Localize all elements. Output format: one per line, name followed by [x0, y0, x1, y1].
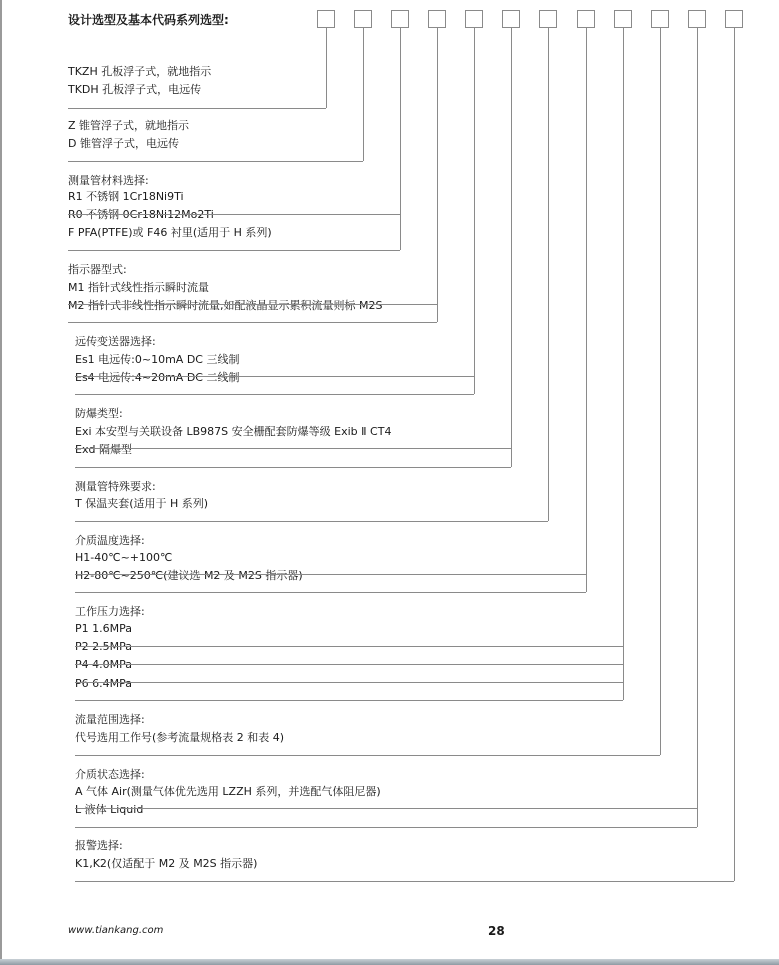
code-box [391, 10, 409, 28]
option-item: T 保温夹套(适用于 H 系列) [75, 497, 209, 510]
option-rule [75, 646, 623, 647]
option-item: M2 指针式非线性指示瞬时流量,如配液晶显示累积流量则标 M2S [68, 299, 383, 312]
option-item: TKDH 孔板浮子式，电远传 [68, 83, 202, 96]
code-box [465, 10, 483, 28]
option-rule [68, 214, 400, 215]
page-title: 设计选型及基本代码系列选型: [68, 13, 229, 27]
code-box [354, 10, 372, 28]
option-group-heading: 工作压力选择: [75, 605, 145, 618]
option-group-heading: 远传变送器选择: [75, 335, 156, 348]
code-box [577, 10, 595, 28]
option-item: TKZH 孔板浮子式，就地指示 [68, 65, 212, 78]
option-rule [75, 448, 511, 449]
option-rule [75, 467, 511, 468]
code-box [539, 10, 557, 28]
page-left-border [0, 0, 2, 965]
page-bottom-border [0, 959, 779, 965]
option-item: Z 锥管浮子式，就地指示 [68, 119, 190, 132]
option-group-heading: 介质状态选择: [75, 768, 145, 781]
option-item: H1-40℃~+100℃ [75, 551, 173, 564]
connector-line [734, 28, 735, 881]
option-rule [75, 755, 660, 756]
option-rule [75, 700, 623, 701]
code-box [725, 10, 743, 28]
option-rule [68, 161, 363, 162]
option-group-heading: 指示器型式: [68, 263, 127, 276]
option-item: D 锥管浮子式，电远传 [68, 137, 179, 150]
option-group-heading: 报警选择: [75, 839, 123, 852]
option-rule [75, 592, 586, 593]
option-item: M1 指针式线性指示瞬时流量 [68, 281, 209, 294]
option-item: A 气体 Air(测量气体优先选用 LZZH 系列，并选配气体阻尼器) [75, 785, 381, 798]
connector-line [474, 28, 475, 394]
option-rule [75, 376, 474, 377]
option-item: P2 2.5MPa [75, 640, 132, 653]
page-number: 28 [488, 924, 505, 938]
connector-line [586, 28, 587, 592]
option-item: R1 不锈钢 1Cr18Ni9Ti [68, 190, 184, 203]
option-rule [75, 574, 586, 575]
option-item: Exd 隔爆型 [75, 443, 132, 456]
connector-line [511, 28, 512, 467]
option-rule [75, 521, 548, 522]
option-rule [68, 322, 437, 323]
option-item: H2-80℃~250℃(建议选 M2 及 M2S 指示器) [75, 569, 303, 582]
code-box [651, 10, 669, 28]
option-rule [75, 881, 734, 882]
option-item: L 液体 Liquid [75, 803, 144, 816]
connector-line [400, 28, 401, 250]
option-item: Es1 电远传:0~10mA DC 三线制 [75, 353, 240, 366]
option-rule [75, 682, 623, 683]
option-rule [75, 808, 697, 809]
footer-website: www.tiankang.com [68, 925, 164, 936]
option-item: P1 1.6MPa [75, 622, 132, 635]
option-item: P6 6.4MPa [75, 677, 132, 690]
option-group-heading: 测量管特殊要求: [75, 480, 156, 493]
option-rule [68, 304, 437, 305]
option-group-heading: 流量范围选择: [75, 713, 145, 726]
option-group-heading: 防爆类型: [75, 407, 123, 420]
option-item: P4 4.0MPa [75, 658, 132, 671]
connector-line [660, 28, 661, 755]
code-box [428, 10, 446, 28]
connector-line [326, 28, 327, 108]
option-item: 代号选用工作号(参考流量规格表 2 和表 4) [75, 731, 285, 744]
option-item: K1,K2(仅适配于 M2 及 M2S 指示器) [75, 857, 258, 870]
connector-line [548, 28, 549, 521]
option-group-heading: 测量管材料选择: [68, 174, 149, 187]
code-box [614, 10, 632, 28]
code-box [502, 10, 520, 28]
connector-line [623, 28, 624, 700]
code-box [317, 10, 335, 28]
option-rule [75, 827, 697, 828]
option-rule [68, 250, 400, 251]
option-rule [68, 108, 326, 109]
connector-line [697, 28, 698, 827]
connector-line [437, 28, 438, 322]
option-rule [75, 394, 474, 395]
option-item: F PFA(PTFE)或 F46 衬里(适用于 H 系列) [68, 226, 272, 239]
option-item: Exi 本安型与关联设备 LB987S 安全栅配套防爆等级 Exib Ⅱ CT4 [75, 425, 392, 438]
code-box [688, 10, 706, 28]
option-item: R0 不锈钢 0Cr18Ni12Mo2Ti [68, 208, 214, 221]
option-group-heading: 介质温度选择: [75, 534, 145, 547]
connector-line [363, 28, 364, 161]
option-rule [75, 664, 623, 665]
option-item: Es4 电远传:4~20mA DC 二线制 [75, 371, 240, 384]
